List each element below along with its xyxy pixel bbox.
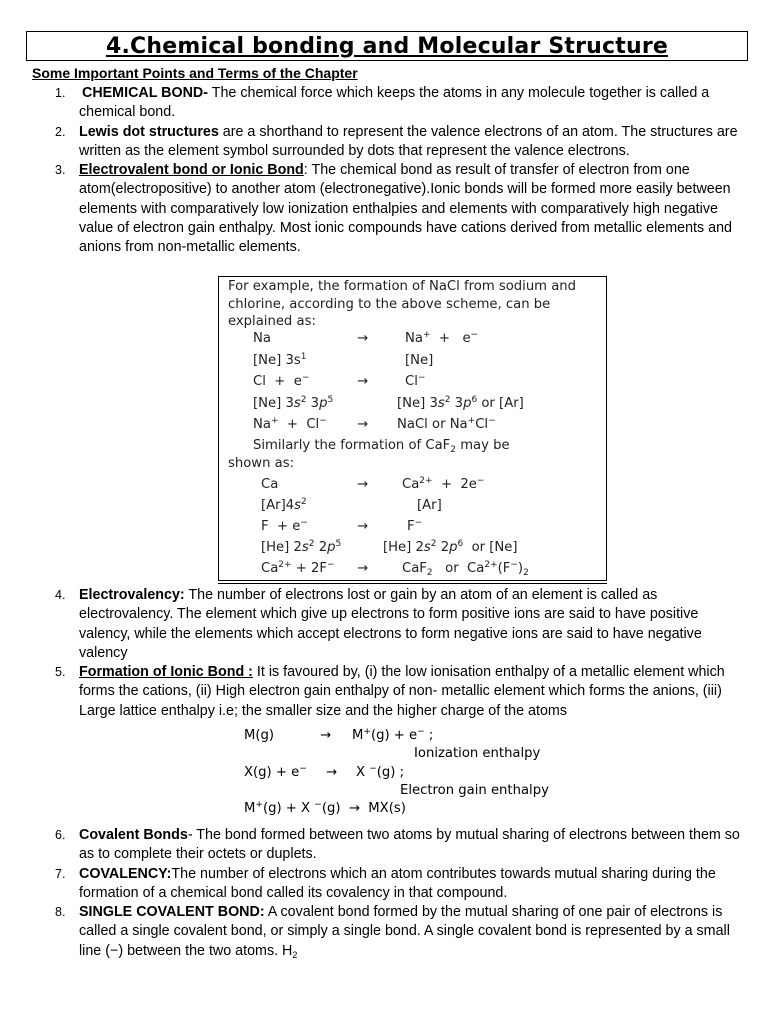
item-number: 4. [55, 588, 66, 602]
page-title: 4.Chemical bonding and Molecular Structure [105, 33, 669, 59]
item-term: Electrovalent bond or Ionic Bond [79, 162, 304, 179]
arrow-icon: → [357, 417, 369, 432]
eq-f-ion: F− [407, 518, 423, 534]
eq-nacl: NaCl or Na+Cl− [397, 416, 496, 432]
item-number: 3. [55, 163, 66, 178]
item-text: - The bond formed between two atoms by mutual sharing of electrons between them so as to complete their octets or duplets. [79, 827, 740, 863]
ionization-label: Ionization enthalpy [414, 746, 541, 761]
list-item [0, 663, 768, 721]
eq-mx: M+(g) + X −(g) → MX(s) [244, 800, 406, 816]
title-box [26, 31, 748, 61]
similarly-sub: 2 [450, 445, 456, 455]
item-term: Covalent Bonds [79, 827, 188, 843]
list-item [0, 586, 768, 663]
list-item [0, 903, 768, 961]
item-text: A covalent bond formed by the mutual sharing of one pair of electrons is called a single covalent bond, or simply a single bond. A single covalent bond is represented by a small line (−) between the two atoms. H [79, 904, 730, 959]
eq-caf2: CaF$_2$ or $Ca^{2+}(F^-)_2$ [402, 560, 529, 578]
eq-x: X(g) + e− [244, 764, 307, 780]
eq-ca-ion: $Ca^{2+} + 2e^-$ [402, 476, 485, 492]
list-part-1 [0, 84, 768, 258]
item-term: Formation of Ionic Bond : [79, 664, 253, 681]
ionic-example-box [218, 276, 607, 581]
similarly-text-a: Similarly the formation of CaF [253, 438, 451, 453]
item-text: The number of electrons which an atom contributes towards mutual sharing during the formation of a chemical bond called its covalency in that compound. [79, 865, 716, 901]
arrow-icon: → [357, 374, 369, 389]
eq-ne: [Ne] [405, 353, 434, 368]
item-term: Electrovalency: [79, 587, 185, 603]
item-number: 8. [55, 905, 66, 920]
item-number: 6. [55, 828, 66, 842]
eq-ar-4s2: $[Ar]4s^2$ [261, 497, 307, 513]
eq-ca-2f: $Ca^{2+} + 2F^-$ [261, 560, 335, 576]
arrow-icon: → [357, 331, 369, 346]
item-text: The chemical force which keeps the atoms in any molecule together is called a chemical bond. [79, 85, 710, 121]
arrow-icon: → [357, 561, 369, 576]
arrow-icon: → [326, 765, 338, 780]
example-intro: For example, the formation of NaCl from sodium and chlorine, according to the above scheme, can be explained as: [228, 279, 577, 329]
section-subtitle: Some Important Points and Terms of the Chapter [32, 65, 358, 81]
item-term: COVALENCY: [79, 865, 172, 882]
eq-he-2s2-2p6: [He] $2s^2$ $2p^6$ or [Ne] [383, 539, 518, 555]
similarly-text-b: may be [456, 438, 510, 453]
eq-m-plus: M+(g) + e− ; [352, 727, 434, 743]
item-number: 5. [55, 665, 66, 680]
item-term: SINGLE COVALENT BOND: [79, 904, 265, 921]
eq-ne-3s2-3p6: [Ne] $3s^2$ $3p^6$ or [Ar] [397, 395, 524, 411]
arrow-icon: → [320, 728, 332, 743]
eq-ne-3s2-3p5: [Ne] $3s^2$ $3p^5$ [253, 395, 334, 411]
eq-na: Na [253, 331, 271, 346]
eq-ne-3s1: [Ne] $3s^1$ [253, 352, 307, 368]
list-part-3 [0, 826, 768, 961]
shown-as: shown as: [228, 456, 295, 471]
list-item [0, 84, 768, 123]
arrow-icon: → [357, 519, 369, 534]
list-item [0, 826, 768, 865]
item-sub: 2 [292, 949, 298, 960]
electron-gain-label: Electron gain enthalpy [400, 783, 549, 798]
list-item [0, 865, 768, 904]
item-number: 1. [55, 86, 66, 100]
eq-ar: [Ar] [417, 498, 442, 513]
item-text: are a shorthand to represent the valence electrons of an atom. The structures are written as the element symbol surrounded by dots that represent the valence electrons. [79, 123, 738, 159]
list-item [0, 123, 768, 162]
eq-f: F + e− [261, 518, 308, 534]
item-number: 7. [55, 866, 66, 881]
eq-x-minus: X −(g) ; [356, 764, 405, 780]
eq-mg: M(g) [244, 728, 275, 743]
eq-ca: Ca [261, 477, 279, 492]
list-item [0, 161, 768, 257]
list-part-2 [0, 586, 768, 721]
item-text: It is favoured by, (i) the low ionisation enthalpy of a metallic element which forms the cations, (ii) High electron gain enthalpy of non- metallic element which forms the anions, (iii) Large lattice enthalpy i.e; the smaller size and the higher charge of the atoms [79, 664, 725, 719]
item-term: CHEMICAL BOND- [82, 85, 209, 101]
item-text: The number of electrons lost or gain by an atom of an element is called as electrovalency. The element which give up electrons to form positive ions are said to have positive valency, while the elements which accept electrons to form negative ions are said to have negative valency [79, 587, 702, 661]
item-text: : The chemical bond as result of transfer of electron from one atom(electropositive) to another atom (electronegative).Ionic bonds will be formed more easily between elements with comparatively low ionization enthalpies and elements with comparatively high negative value of electron gain enthalpy. Most ionic compounds have cations derived from metallic elements and anions from non-metallic elements. [79, 162, 732, 256]
eq-cl-ion: Cl− [405, 373, 426, 389]
item-number: 2. [55, 124, 66, 139]
eq-he-2s2-2p5: [He] $2s^2$ $2p^5$ [261, 539, 342, 555]
eq-cl: Cl + e− [253, 373, 310, 389]
eq-na-ion: Na+ + e− [405, 330, 479, 346]
similarly-line [253, 438, 510, 453]
item-term: Lewis dot structures [79, 123, 219, 140]
box-bottom-rule [218, 583, 607, 584]
enthalpy-box [244, 728, 584, 823]
eq-na-cl: Na+ + Cl− [253, 416, 327, 432]
arrow-icon: → [357, 477, 369, 492]
